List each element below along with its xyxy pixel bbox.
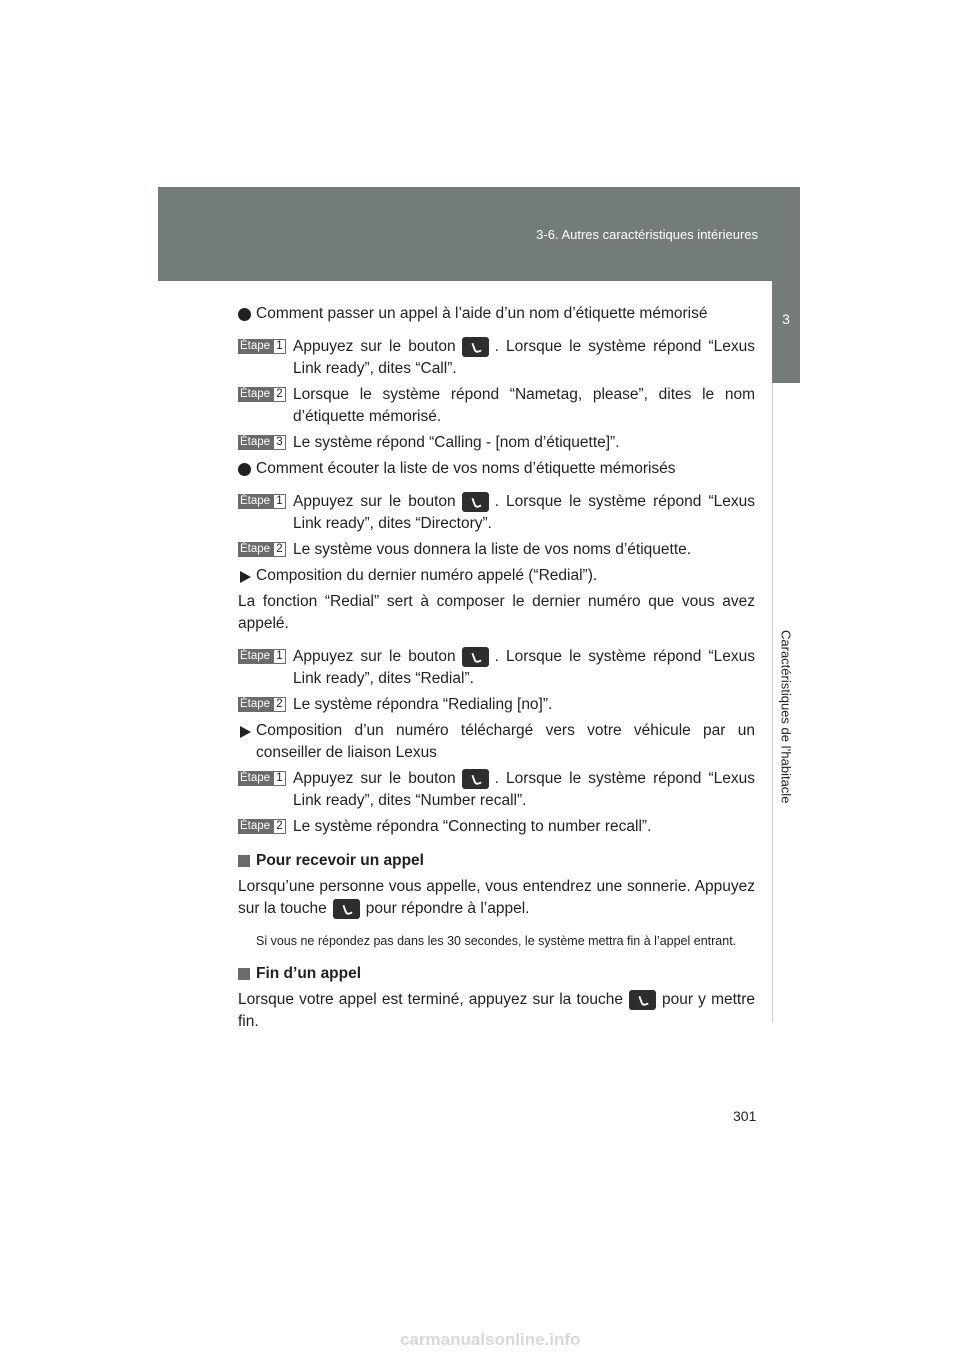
step-badge: Étape 1 xyxy=(238,771,286,786)
square-bullet-icon xyxy=(238,855,250,867)
phone-button-icon xyxy=(333,899,360,919)
bullet-dot-icon xyxy=(238,308,251,321)
phone-button-icon xyxy=(462,492,489,512)
chapter-title: Caractéristiques de l’habitacle xyxy=(778,630,794,804)
note: Si vous ne répondez pas dans les 30 secondes, le système mettra fin à l’appel entrant. xyxy=(256,934,737,948)
step-2: Étape 2 Le système répondra “Connecting to number recall”. xyxy=(240,818,652,835)
paragraph: Lorsque votre appel est terminé, appuyez sur la touche pour y mettre fin. xyxy=(238,991,755,1030)
step-1: Étape 1 Appuyez sur le bouton . Lorsque le système répond “Lexus Link ready”, dites “Redial”. xyxy=(240,648,755,687)
arrow-heading: Composition du dernier numéro appelé (“Redial”). xyxy=(238,565,755,587)
page-content xyxy=(238,303,755,1044)
header-band xyxy=(158,187,800,281)
watermark: carmanualsonline.info xyxy=(400,1330,581,1349)
arrow-right-icon xyxy=(240,726,251,738)
step-badge: Étape 2 xyxy=(238,542,286,557)
step-badge: Étape 1 xyxy=(238,339,286,354)
step-3: Étape 3 Le système répond “Calling - [nom d’étiquette]”. xyxy=(240,434,620,451)
bullet-dot-icon xyxy=(238,463,251,476)
paragraph: La fonction “Redial” sert à composer le dernier numéro que vous avez appelé. xyxy=(238,593,755,632)
step-badge: Étape 1 xyxy=(238,649,286,664)
square-bullet-icon xyxy=(238,968,250,980)
phone-button-icon xyxy=(462,337,489,357)
bullet-heading: Comment écouter la liste de vos noms d’étiquette mémorisés xyxy=(238,458,755,480)
step-2: Étape 2 Le système répondra “Redialing [no]”. xyxy=(240,696,553,713)
arrow-right-icon xyxy=(240,571,251,583)
page-number: 301 xyxy=(733,1108,757,1124)
step-badge: Étape 1 xyxy=(238,494,286,509)
step-badge: Étape 2 xyxy=(238,819,286,834)
paragraph: Lorsqu’une personne vous appelle, vous entendrez une sonnerie. Appuyez sur la touche pour répondre à l’appel. xyxy=(238,878,755,917)
step-2: Étape 2 Lorsque le système répond “Nametag, please”, dites le nom d’étiquette mémorisé. xyxy=(240,386,755,425)
step-badge: Étape 2 xyxy=(238,697,286,712)
bullet-heading: Comment passer un appel à l’aide d’un nom d’étiquette mémorisé xyxy=(238,303,755,325)
step-1: Étape 1 Appuyez sur le bouton . Lorsque le système répond “Lexus Link ready”, dites “Call”. xyxy=(240,338,755,377)
chapter-number: 3 xyxy=(782,311,790,327)
step-badge: Étape 2 xyxy=(238,387,286,402)
chapter-tab xyxy=(772,281,800,383)
step-1: Étape 1 Appuyez sur le bouton . Lorsque le système répond “Lexus Link ready”, dites “Directory”. xyxy=(240,493,755,532)
step-badge: Étape 3 xyxy=(238,435,286,450)
arrow-heading: Composition d’un numéro téléchargé vers votre véhicule par un conseiller de liaison Lexus xyxy=(238,720,755,764)
phone-button-icon xyxy=(462,769,489,789)
phone-button-icon xyxy=(629,990,656,1010)
step-2: Étape 2 Le système vous donnera la liste de vos noms d’étiquette. xyxy=(240,541,692,558)
step-1: Étape 1 Appuyez sur le bouton . Lorsque le système répond “Lexus Link ready”, dites “Number recall”. xyxy=(240,770,755,809)
phone-button-icon xyxy=(462,647,489,667)
section-title: 3-6. Autres caractéristiques intérieures xyxy=(536,227,758,242)
square-heading: Fin d’un appel xyxy=(238,963,755,985)
square-heading: Pour recevoir un appel xyxy=(238,850,755,872)
